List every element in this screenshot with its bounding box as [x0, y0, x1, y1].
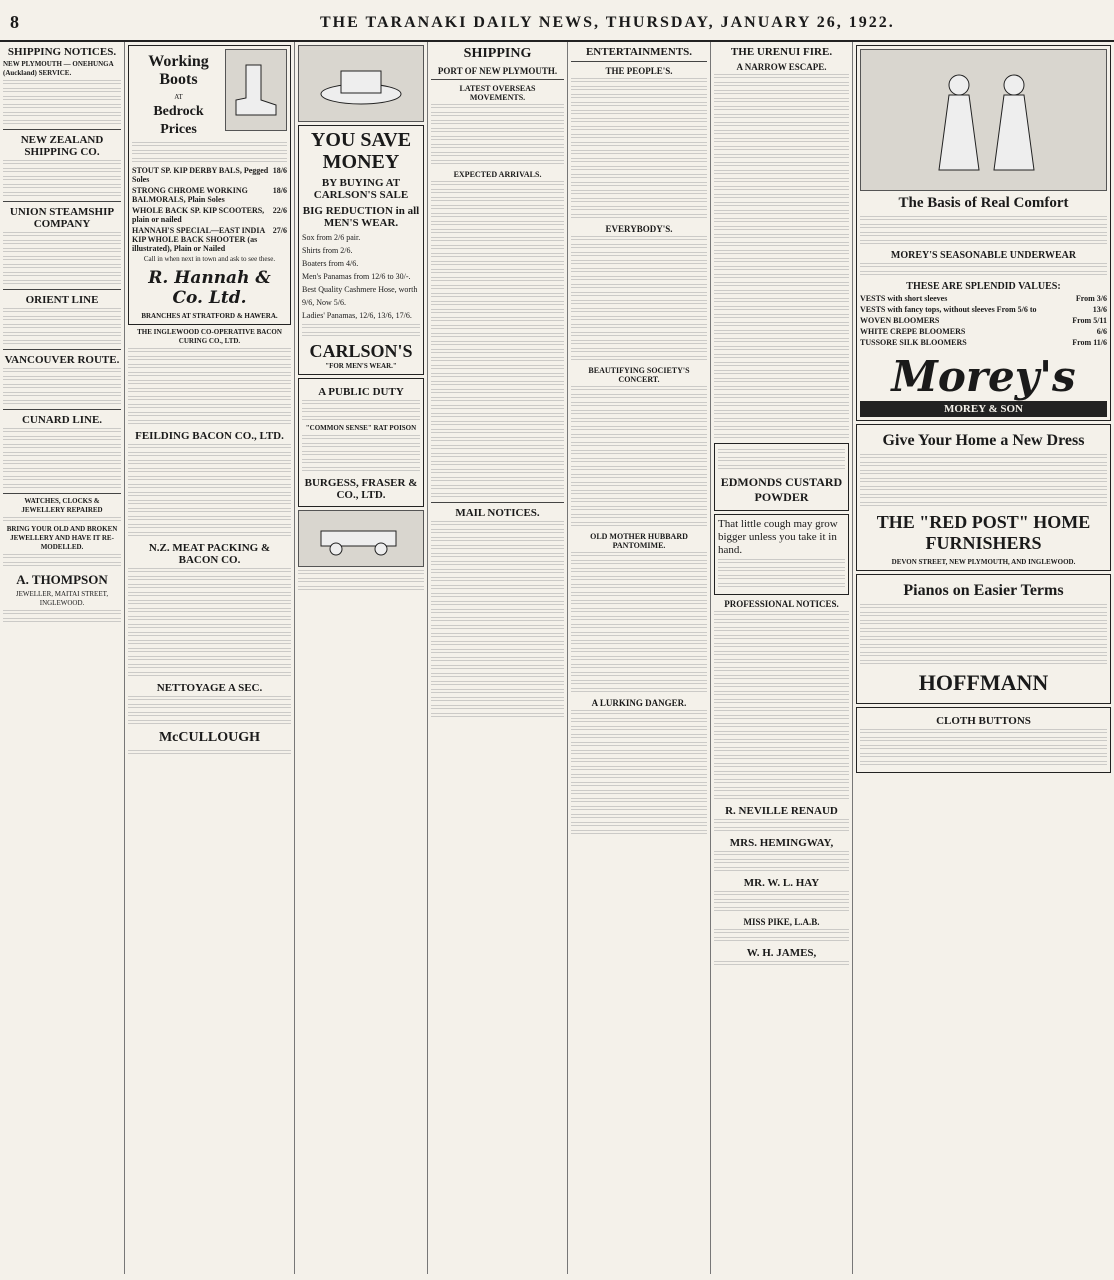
port-heading: PORT OF NEW PLYMOUTH. [437, 66, 558, 76]
public-duty: A PUBLIC DUTY [318, 386, 404, 398]
carlsons-sub: "FOR MEN'S WEAR." [325, 362, 397, 370]
ad-nz-shipping: NEW ZEALAND SHIPPING CO. [20, 134, 104, 158]
beautifying-heading: BEAUTIFYING SOCIETY'S CONCERT. [588, 366, 690, 384]
nz-meat-packing: N.Z. MEAT PACKING & BACON CO. [148, 542, 271, 566]
newspaper-title: THE TARANAKI DAILY NEWS, THURSDAY, JANUARY 26, 1922. [320, 14, 895, 31]
edmonds-brand: EDMONDS CUSTARD POWDER [720, 475, 843, 504]
burgess-fraser: BURGESS, FRASER & CO., LTD. [304, 477, 418, 501]
pianos-heading: Pianos on Easier Terms [903, 582, 1064, 599]
price-row-3: WHOLE BACK SP. KIP SCOOTERS, plain or nailed 22/6 [132, 206, 287, 224]
arrivals-heading: EXPECTED ARRIVALS. [453, 170, 542, 179]
nettoyage: NETTOYAGE A SEC. [156, 682, 263, 694]
page-number: 8 [10, 12, 19, 32]
peoples-heading: THE PEOPLE'S. [605, 66, 673, 76]
moreys-ad [856, 45, 1111, 421]
boots-prices: Prices [160, 122, 197, 137]
value-row-3: WOVEN BLOOMERS From 5/11 [860, 316, 1107, 325]
ad-cunard: CUNARD LINE. [21, 414, 103, 426]
carlsons-column [295, 42, 428, 1274]
cloth-buttons: CLOTH BUTTONS [936, 715, 1031, 727]
moreys-logo: Morey's [891, 352, 1076, 401]
shipping-notices-heading: SHIPPING NOTICES. [7, 46, 117, 58]
ad-watch-repair: WATCHES, CLOCKS & JEWELLERY REPAIRED [21, 497, 103, 514]
price-row-4: HANNAH'S SPECIAL—EAST INDIA KIP WHOLE BACK SHOOTER (as illustrated), Plain or Nailed 27/6 [132, 226, 287, 253]
give-home-dress: Give Your Home a New Dress [882, 432, 1085, 449]
boots-at: AT [174, 93, 183, 101]
by-buying: BY BUYING AT CARLSON'S SALE [313, 177, 409, 201]
professional-notices: PROFESSIONAL NOTICES. [724, 599, 839, 609]
ladies-illustration [860, 49, 1107, 191]
hay: MR. W. L. HAY [743, 877, 820, 889]
ad-orient-line: ORIENT LINE [25, 294, 99, 306]
masthead [0, 0, 1114, 42]
ad-onehunga: NEW PLYMOUTH — ONEHUNGA (Auckland) SERVICE. [3, 60, 114, 77]
car-illustration [298, 510, 424, 567]
boots-call: Call in when next in town and ask to see these. [143, 255, 276, 263]
red-post-address: DEVON STREET, NEW PLYMOUTH, AND INGLEWOOD. [891, 558, 1076, 566]
value-row-4: WHITE CREPE BLOOMERS 6/6 [860, 327, 1107, 336]
value-row-2: VESTS with fancy tops, without sleeves From 5/6 to 13/6 [860, 305, 1107, 314]
sale-item-5: Best Quality Cashmere Hose, worth 9/6, Now 5/6. [302, 285, 418, 307]
cough-ad [714, 514, 849, 595]
shipping-column [428, 42, 568, 1274]
underwear-heading: MOREY'S SEASONABLE UNDERWEAR [890, 250, 1077, 261]
you-save: YOU SAVE MONEY [310, 129, 412, 173]
hoffmann: HOFFMANN [918, 670, 1049, 695]
carlsons-ad [298, 125, 424, 375]
new-dress-ad [856, 424, 1111, 571]
bacon-coop: THE INGLEWOOD CO-OPERATIVE BACON CURING CO., LTD. [137, 328, 282, 345]
shipping-notices-column [0, 42, 125, 1274]
entertainments-column [568, 42, 711, 1274]
thompson-name: A. THOMPSON [16, 572, 108, 587]
value-row-1: VESTS with short sleeves From 3/6 [860, 294, 1107, 303]
cloth-buttons-ad [856, 707, 1111, 773]
hannah-logo: R. Hannah & Co. Ltd. [148, 268, 271, 308]
lurking-heading: A LURKING DANGER. [591, 698, 687, 708]
value-row-5: TUSSORE SILK BLOOMERS From 11/6 [860, 338, 1107, 347]
cough-text: That little cough may grow bigger unless you take it in hand. [718, 518, 838, 556]
sale-item-4: Men's Panamas from 12/6 to 30/-. [302, 272, 411, 281]
ad-union-steamship: UNION STEAMSHIP COMPANY [9, 206, 115, 230]
common-sense: "COMMON SENSE" RAT POISON [305, 424, 417, 432]
sale-item-2: Shirts from 2/6. [302, 246, 353, 255]
pike: MISS PIKE, L.A.B. [743, 917, 820, 927]
movements-heading: LATEST OVERSEAS MOVEMENTS. [459, 84, 536, 102]
hannah-boots-ad [128, 45, 291, 325]
pianos-ad [856, 574, 1111, 704]
mail-notices: MAIL NOTICES. [455, 507, 540, 519]
mccullough: McCULLOUGH [158, 730, 261, 745]
entertainments-heading: ENTERTAINMENTS. [585, 46, 693, 58]
boater-illustration [298, 45, 424, 122]
values-heading: THESE ARE SPLENDID VALUES: [906, 281, 1061, 292]
narrow-escape: A NARROW ESCAPE. [736, 62, 827, 72]
boot-illustration [225, 49, 287, 131]
hannah-branches: BRANCHES AT STRATFORD & HAWERA. [141, 312, 278, 320]
ad-vancouver: VANCOUVER ROUTE. [4, 354, 120, 366]
james: W. H. JAMES, [746, 947, 817, 959]
big-reduction: BIG REDUCTION in all MEN'S WEAR. [302, 205, 420, 229]
everybodys-heading: EVERYBODY'S. [605, 224, 673, 234]
price-row-2: STRONG CHROME WORKING BALMORALS, Plain Soles 18/6 [132, 186, 287, 204]
comfort-heading: The Basis of Real Comfort [898, 195, 1069, 211]
edmonds-ad [714, 443, 849, 511]
price-row-1: STOUT SP. KIP DERBY BALS, Pegged Soles 18/6 [132, 166, 287, 184]
boots-bedrock: Bedrock [153, 104, 204, 119]
boots-title: Working Boots [148, 53, 209, 88]
shipping-heading: SHIPPING [463, 46, 532, 61]
sale-item-6: Ladies' Panamas, 12/6, 13/6, 17/6. [302, 311, 412, 320]
feilding-bacon: FEILDING BACON CO., LTD. [135, 430, 284, 442]
sale-item-1: Sox from 2/6 pair. [302, 233, 361, 242]
neville-renaud: R. NEVILLE RENAUD [725, 805, 838, 817]
thompson-address: JEWELLER, MAITAI STREET, INGLEWOOD. [15, 590, 109, 607]
carlsons-name: CARLSON'S [309, 341, 413, 361]
hannah-column [125, 42, 295, 1274]
ad-jewellery-remodel: BRING YOUR OLD AND BROKEN JEWELLERY AND HAVE IT RE-MODELLED. [6, 525, 118, 551]
red-post: THE "RED POST" HOME FURNISHERS [876, 512, 1091, 553]
sale-item-3: Boaters from 4/6. [302, 259, 359, 268]
moreys-column [853, 42, 1114, 1274]
urenui-heading: THE URENUI FIRE. [730, 46, 833, 58]
public-duty-ad [298, 378, 424, 507]
urenui-column [711, 42, 853, 1274]
hubbard-heading: OLD MOTHER HUBBARD PANTOMIME. [590, 532, 688, 550]
hemingway: MRS. HEMINGWAY, [729, 837, 834, 849]
moreys-sub: MOREY & SON [860, 401, 1107, 417]
